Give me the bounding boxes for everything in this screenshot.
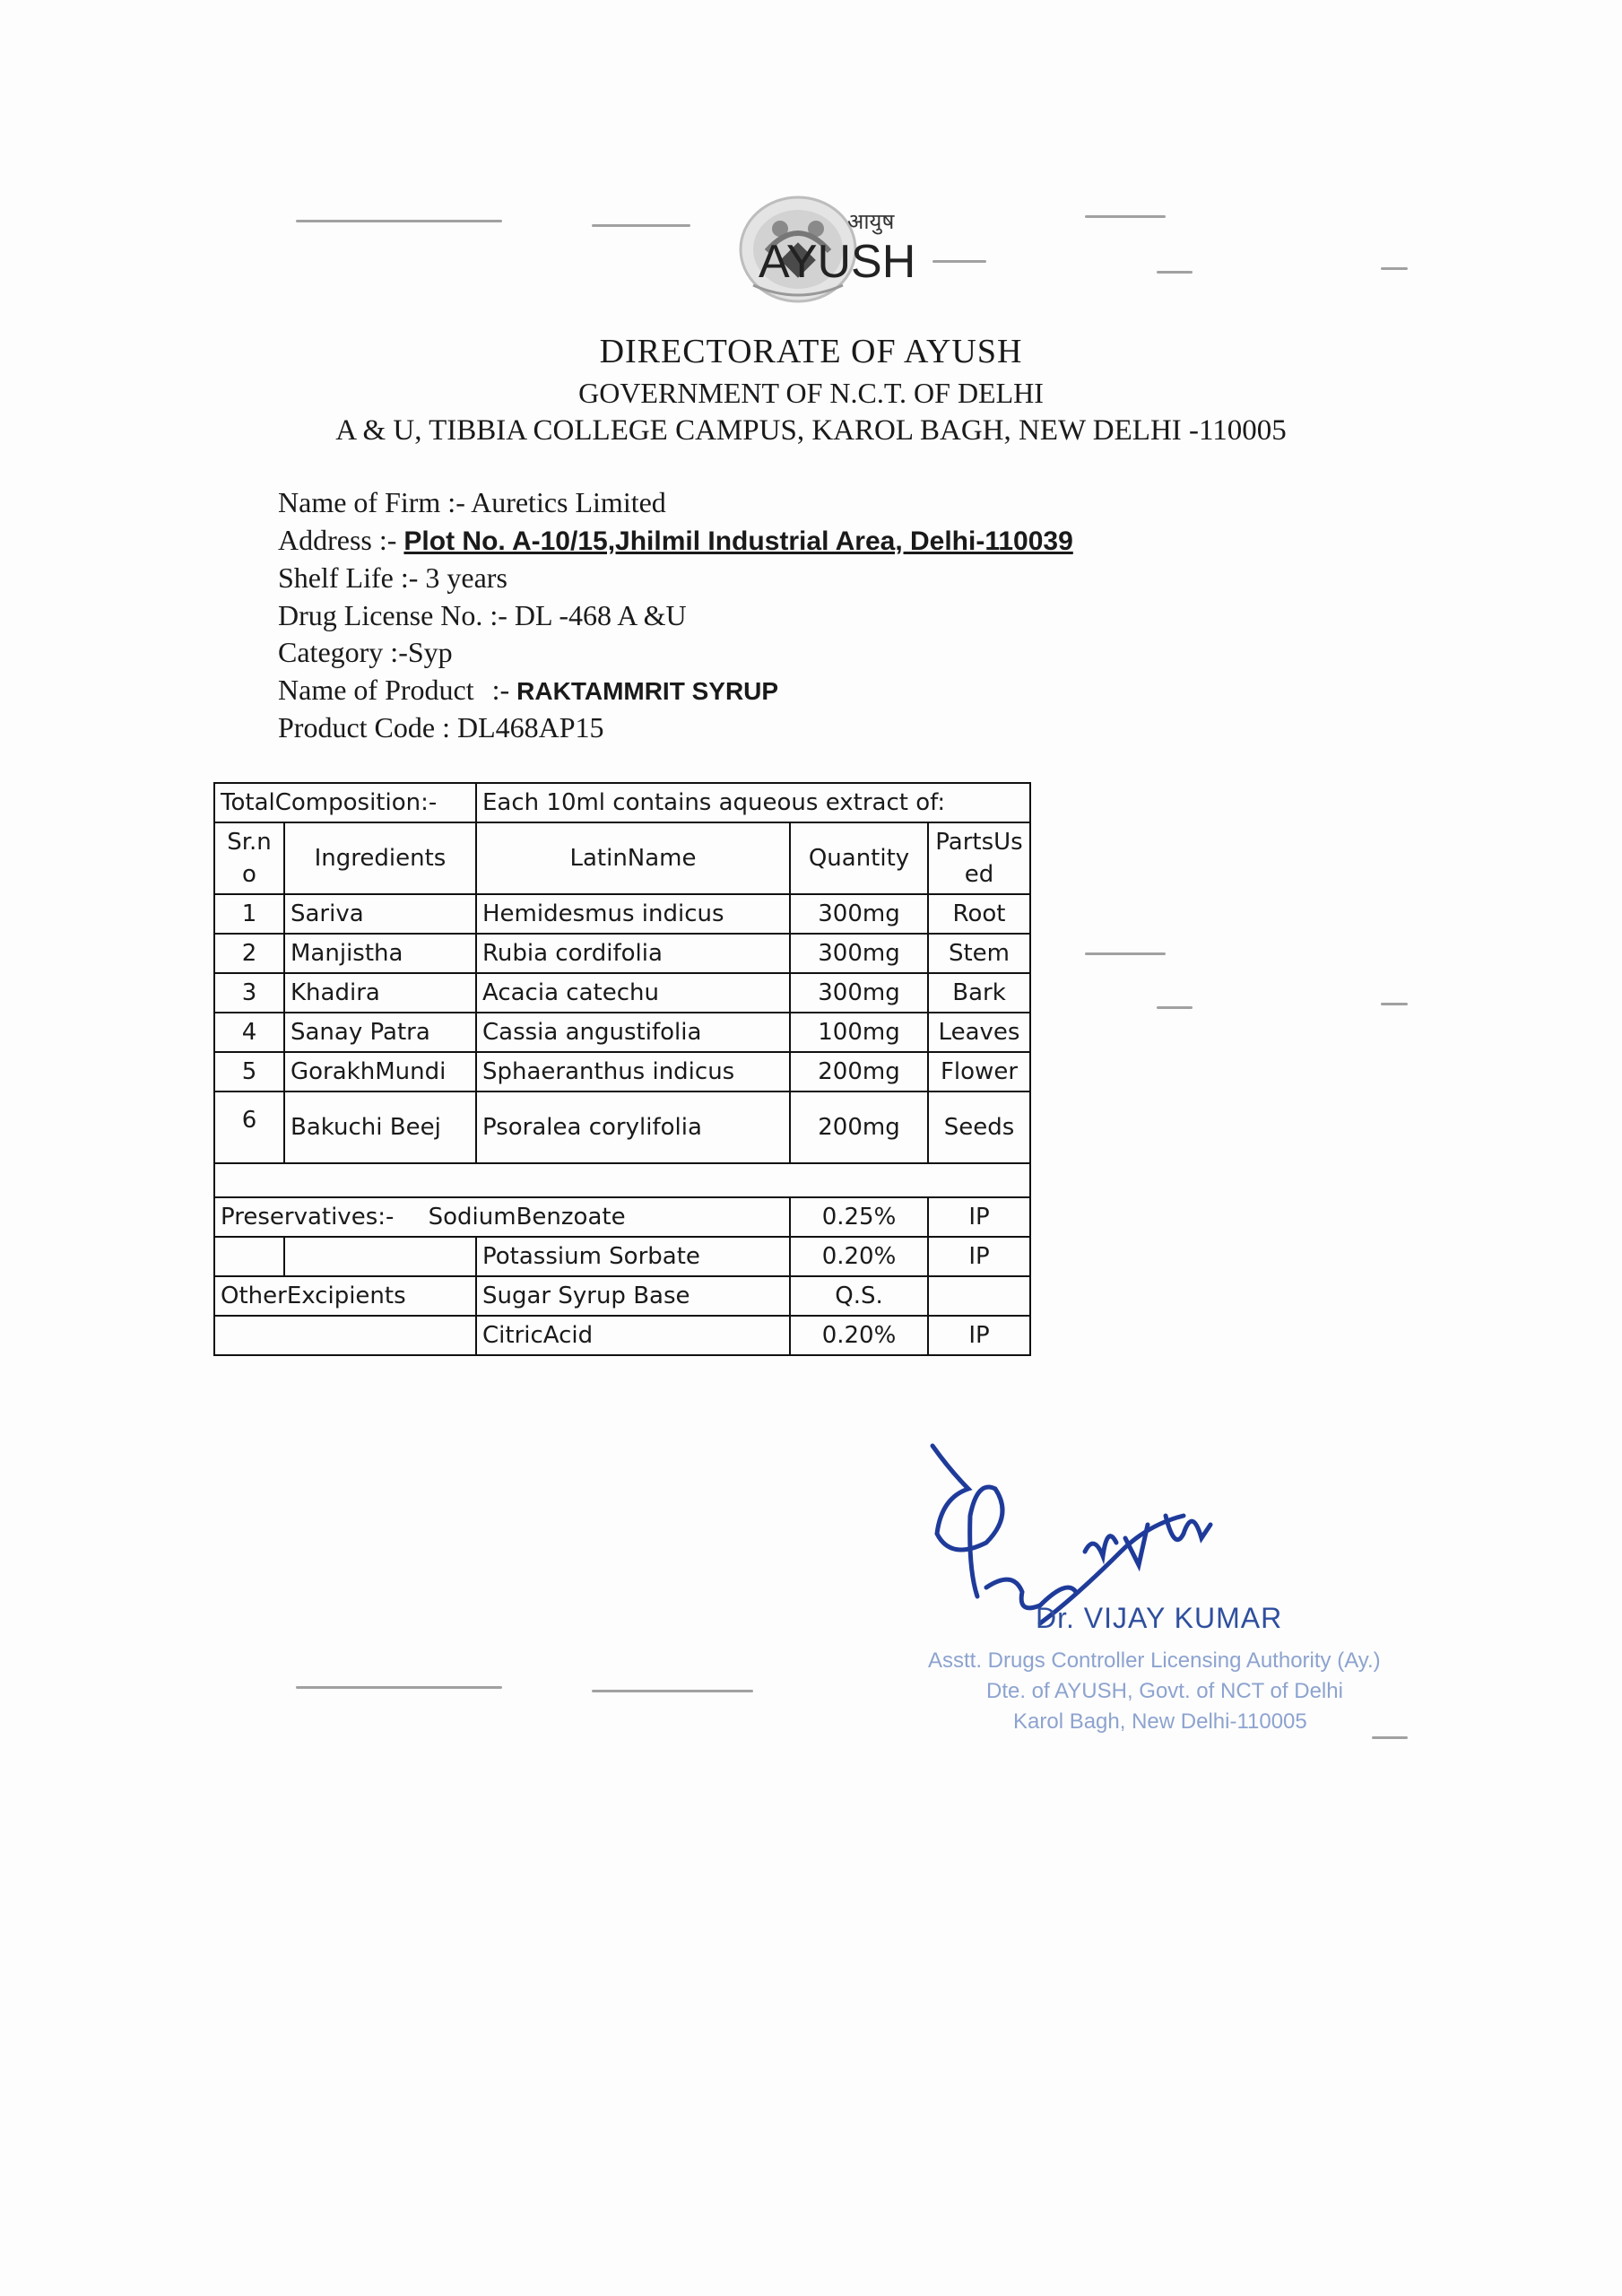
cell-parts-used: Seeds: [928, 1091, 1030, 1163]
excipient-name: CitricAcid: [476, 1316, 790, 1355]
shelf-life-value: 3 years: [425, 561, 507, 594]
cell-quantity: 300mg: [790, 973, 928, 1013]
firm-info: [278, 484, 1073, 747]
header-latin-name: LatinName: [476, 822, 790, 894]
cell-latin-name: Cassia angustifolia: [476, 1013, 790, 1052]
category-label: Category :-: [278, 636, 408, 668]
excipient-row: [214, 1276, 1030, 1316]
cell-quantity: 100mg: [790, 1013, 928, 1052]
cell-srno: 1: [214, 894, 284, 934]
cell-parts-used: Leaves: [928, 1013, 1030, 1052]
cell-quantity: 300mg: [790, 934, 928, 973]
table-row: [214, 973, 1030, 1013]
cell-ingredient: Sariva: [284, 894, 476, 934]
header-srno: Sr.no: [214, 822, 284, 894]
license-label: Drug License No. :-: [278, 598, 507, 631]
cell-latin-name: Hemidesmus indicus: [476, 894, 790, 934]
cell-srno: 6: [214, 1091, 284, 1163]
table-spacer-row: [214, 1163, 1030, 1197]
cell-srno: 2: [214, 934, 284, 973]
firm-row: [278, 484, 1073, 522]
address-label: Address :-: [278, 523, 397, 556]
scan-mark: [592, 1690, 753, 1692]
product-code-label: Product Code :: [278, 711, 450, 744]
preservative-qty: 0.20%: [790, 1237, 928, 1276]
page-subtitle: GOVERNMENT OF N.C.T. OF DELHI: [578, 377, 1044, 409]
header-ingredients: Ingredients: [284, 822, 476, 894]
shelf-life-row: [278, 560, 1073, 597]
stamp-designation: Asstt. Drugs Controller Licensing Authority (Ay.): [928, 1648, 1381, 1673]
ayush-logo: [726, 188, 915, 314]
cell-parts-used: Flower: [928, 1052, 1030, 1091]
cell-latin-name: Rubia cordifolia: [476, 934, 790, 973]
spacer-cell: [214, 1163, 1030, 1197]
page-address: A & U, TIBBIA COLLEGE CAMPUS, KAROL BAGH, NEW DELHI -110005: [335, 414, 1287, 447]
excipient-qty: Q.S.: [790, 1276, 928, 1316]
cell-quantity: 200mg: [790, 1052, 928, 1091]
preservative-name: SodiumBenzoate: [428, 1204, 626, 1231]
total-composition-label: TotalComposition:-: [214, 783, 476, 822]
cell-latin-name: Psoralea corylifolia: [476, 1091, 790, 1163]
scan-mark: [1372, 1736, 1408, 1739]
scan-mark: [592, 224, 690, 227]
license-value: DL -468 A &U: [514, 598, 687, 631]
preservatives-label: Preservatives:-: [221, 1204, 395, 1231]
stamp-location: Karol Bagh, New Delhi-110005: [1013, 1709, 1307, 1734]
cell-ingredient: Sanay Patra: [284, 1013, 476, 1052]
cell-srno: 3: [214, 973, 284, 1013]
product-code-value: DL468AP15: [456, 711, 604, 744]
shelf-life-label: Shelf Life :-: [278, 561, 419, 594]
table-row: [214, 894, 1030, 934]
table-row: [214, 1091, 1030, 1163]
excipients-label: OtherExcipients: [214, 1276, 476, 1316]
cell-ingredient: Manjistha: [284, 934, 476, 973]
excipient-qty: 0.20%: [790, 1316, 928, 1355]
preservative-grade: IP: [928, 1197, 1030, 1237]
preservative-qty: 0.25%: [790, 1197, 928, 1237]
cell-latin-name: Acacia catechu: [476, 973, 790, 1013]
category-row: [278, 634, 1073, 672]
preservative-row: [214, 1237, 1030, 1276]
cell-quantity: 300mg: [790, 894, 928, 934]
excipient-row: [214, 1316, 1030, 1355]
excipient-grade: [928, 1276, 1030, 1316]
header-parts-used: PartsUsed: [928, 822, 1030, 894]
cell-parts-used: Bark: [928, 973, 1030, 1013]
product-value: RAKTAMMRIT SYRUP: [516, 676, 779, 705]
empty-cell: [214, 1316, 476, 1355]
composition-table: [213, 782, 1031, 1356]
product-label: Name of Product: [278, 673, 474, 706]
scan-mark: [1157, 1006, 1193, 1009]
preservative-cell: [214, 1197, 790, 1237]
each-contains-label: Each 10ml contains aqueous extract of:: [476, 783, 1030, 822]
cell-quantity: 200mg: [790, 1091, 928, 1163]
scan-mark: [932, 260, 986, 263]
address-value: Plot No. A-10/15,Jhilmil Industrial Area, Delhi-110039: [403, 526, 1073, 556]
table-row: [214, 1013, 1030, 1052]
product-row: [278, 672, 1073, 710]
cell-latin-name: Sphaeranthus indicus: [476, 1052, 790, 1091]
logo-name: AYUSH: [759, 236, 916, 288]
scan-mark: [1085, 952, 1166, 955]
stamp-department: Dte. of AYUSH, Govt. of NCT of Delhi: [986, 1679, 1343, 1703]
product-separator: :-: [491, 673, 510, 706]
table-header-row: [214, 822, 1030, 894]
logo-hindi: आयुष: [847, 209, 895, 234]
scan-mark: [1157, 271, 1193, 274]
preservative-row: [214, 1197, 1030, 1237]
cell-ingredient: Bakuchi Beej: [284, 1091, 476, 1163]
cell-srno: 5: [214, 1052, 284, 1091]
firm-label: Name of Firm :-: [278, 486, 465, 518]
page-title: DIRECTORATE OF AYUSH: [599, 333, 1023, 370]
preservative-grade: IP: [928, 1237, 1030, 1276]
scan-mark: [1381, 1003, 1408, 1005]
excipient-name: Sugar Syrup Base: [476, 1276, 790, 1316]
scan-mark: [296, 1686, 502, 1689]
cell-ingredient: Khadira: [284, 973, 476, 1013]
table-row: [214, 1052, 1030, 1091]
scan-mark: [296, 220, 502, 222]
address-row: [278, 522, 1073, 561]
table-row: [214, 934, 1030, 973]
category-value: Syp: [407, 636, 453, 668]
preservative-name: Potassium Sorbate: [476, 1237, 790, 1276]
header-quantity: Quantity: [790, 822, 928, 894]
empty-cell: [284, 1237, 476, 1276]
cell-parts-used: Root: [928, 894, 1030, 934]
cell-srno: 4: [214, 1013, 284, 1052]
table-title-row: [214, 783, 1030, 822]
excipient-grade: IP: [928, 1316, 1030, 1355]
cell-ingredient: GorakhMundi: [284, 1052, 476, 1091]
scan-mark: [1085, 215, 1166, 218]
firm-value: Auretics Limited: [471, 486, 666, 518]
stamp-name: Dr. VIJAY KUMAR: [1036, 1602, 1283, 1634]
cell-parts-used: Stem: [928, 934, 1030, 973]
license-row: [278, 597, 1073, 635]
product-code-row: [278, 709, 1073, 747]
scan-mark: [1381, 267, 1408, 270]
empty-cell: [214, 1237, 284, 1276]
